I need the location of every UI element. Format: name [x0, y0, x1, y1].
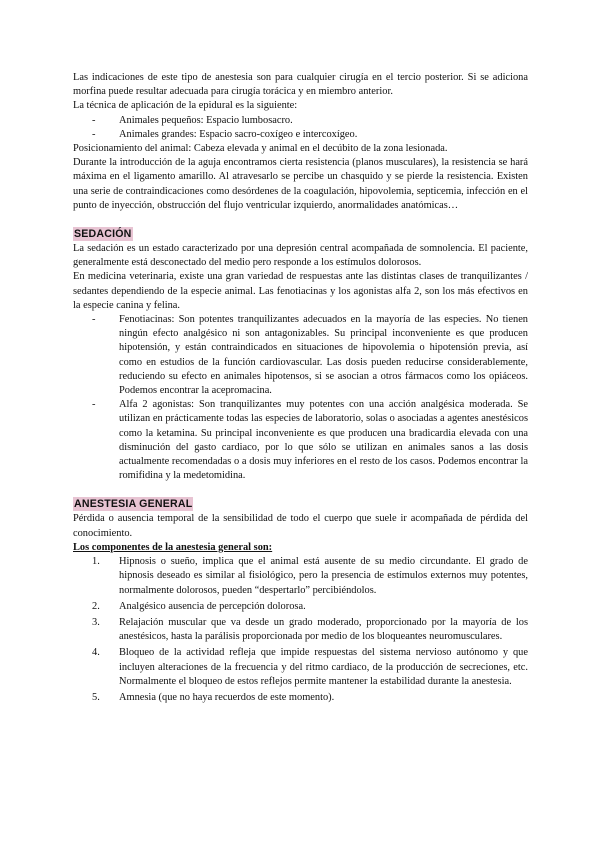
list-item [73, 646, 528, 689]
intro-paragraph: Las indicaciones de este tipo de anestesia son para cualquier cirugía en el tercio posterior. Si se adiciona morfina puede resultar adecuada para cirugía torácica y en miembro anterior. [73, 72, 528, 98]
sedacion-definition: La sedación es un estado caracterizado por una depresión central acompañada de somnolencia. El paciente, generalmente está desconectado del medio pero responde a los estímulos dolorosos. [73, 243, 528, 269]
list-number: 2. [92, 600, 100, 612]
list-number: 4. [92, 647, 100, 659]
page-content [73, 71, 528, 707]
section-heading-sedacion: SEDACIÓN [74, 228, 132, 241]
list-item: - Alfa 2 agonistas: Son tranquilizantes muy potentes con una acción analgésica moderada. Se utilizan en prácticamente todas las especies de laboratorio, solas o asociadas a agentes anestésicos como la ketamina. Su principal inconveniente es que producen una bradicardia elevada con una disminución del gasto cardiaco, por lo que sólo se utilizan en animales sanos a las dosis actualmente recomendadas o a dosis muy inferiores en el resto de los casos. Podemos encontrar la romifidina y la medetomidina. [73, 398, 528, 483]
components-list [73, 555, 528, 705]
list-text: Analgésico ausencia de percepción dolorosa. [119, 600, 306, 612]
list-text: Hipnosis o sueño, implica que el animal está ausente de su medio circundante. El grado de hipnosis deseado es similar al fisiológico, pero la presencia de estímulos externos muy potentes, normalmente dolorosos, pueden “despertarlo” percibiéndolos. [119, 556, 528, 596]
list-number: 1. [92, 556, 100, 568]
anestesia-definition: Pérdida o ausencia temporal de la sensibilidad de todo el cuerpo que suele ir acompañada de pérdida del conocimiento. [73, 513, 528, 539]
technique-intro: La técnica de aplicación de la epidural es la siguiente: [73, 100, 298, 112]
sedative-list [73, 313, 528, 483]
list-item [73, 555, 528, 598]
list-item: - Animales grandes: Espacio sacro-coxígeo e intercoxígeo. [73, 128, 528, 142]
section-heading-anestesia-general: ANESTESIA GENERAL [74, 498, 193, 511]
procedure-paragraph: Durante la introducción de la aguja encontramos cierta resistencia (planos musculares), la resistencia se hará máxima en el ligamento amarillo. Al atravesarlo se percibe un chasquido y se pierde la resistencia. Existen una serie de contraindicaciones como desórdenes de la coagulación, hipovolemia, septicemia, infección en el punto de inyección, obstrucción del flujo ventricular izquierdo, anormalidades anatómicas… [73, 157, 528, 211]
technique-list [73, 114, 528, 142]
list-item [73, 600, 528, 614]
list-item [73, 691, 528, 705]
list-item: - Fenotiacinas: Son potentes tranquilizantes adecuados en la mayoría de las especies. No tienen ningún efecto analgésico ni son antagonizables. Su principal inconveniente es que producen hipotensión, y están contraindicados en situaciones de hipovolemia o hipotensión previa, así como en estudios de la función cardiovascular. Las dosis pueden reducirse considerablemente, reduciendo su efecto en animales hipotensos, si se asocian a otros fármacos como los opiáceos. Podemos encontrar la acepromacina. [73, 313, 528, 398]
list-text: Relajación muscular que va desde un grado moderado, proporcionado por la mayoría de los anestésicos, hasta la parálisis proporcionada por medio de los bloqueantes neuromusculares. [119, 616, 528, 643]
list-number: 5. [92, 691, 100, 703]
list-text: Amnesia (que no haya recuerdos de este momento). [119, 691, 335, 703]
components-subheading: Los componentes de la anestesia general son: [73, 541, 273, 553]
list-item: - Animales pequeños: Espacio lumbosacro. [73, 114, 528, 128]
list-number: 3. [92, 616, 100, 628]
list-item [73, 616, 528, 644]
sedacion-veterinary: En medicina veterinaria, existe una gran variedad de respuestas ante las distintas clases de tranquilizantes / sedantes dependiendo de la especie animal. Las fenotiacinas y los agonistas alfa 2, son los más efectivos en la especie canina y felina. [73, 271, 528, 311]
positioning-paragraph: Posicionamiento del animal: Cabeza elevada y animal en el decúbito de la zona lesionada. [73, 143, 448, 155]
list-text: Bloqueo de la actividad refleja que impide respuestas del sistema nervioso autónomo y que incluyen alteraciones de la frecuencia y del ritmo cardiaco, de la producción de secreciones, etc. Normalmente el bloqueo de estos reflejos permite mantener la estabilidad durante la anestesia. [119, 647, 528, 687]
